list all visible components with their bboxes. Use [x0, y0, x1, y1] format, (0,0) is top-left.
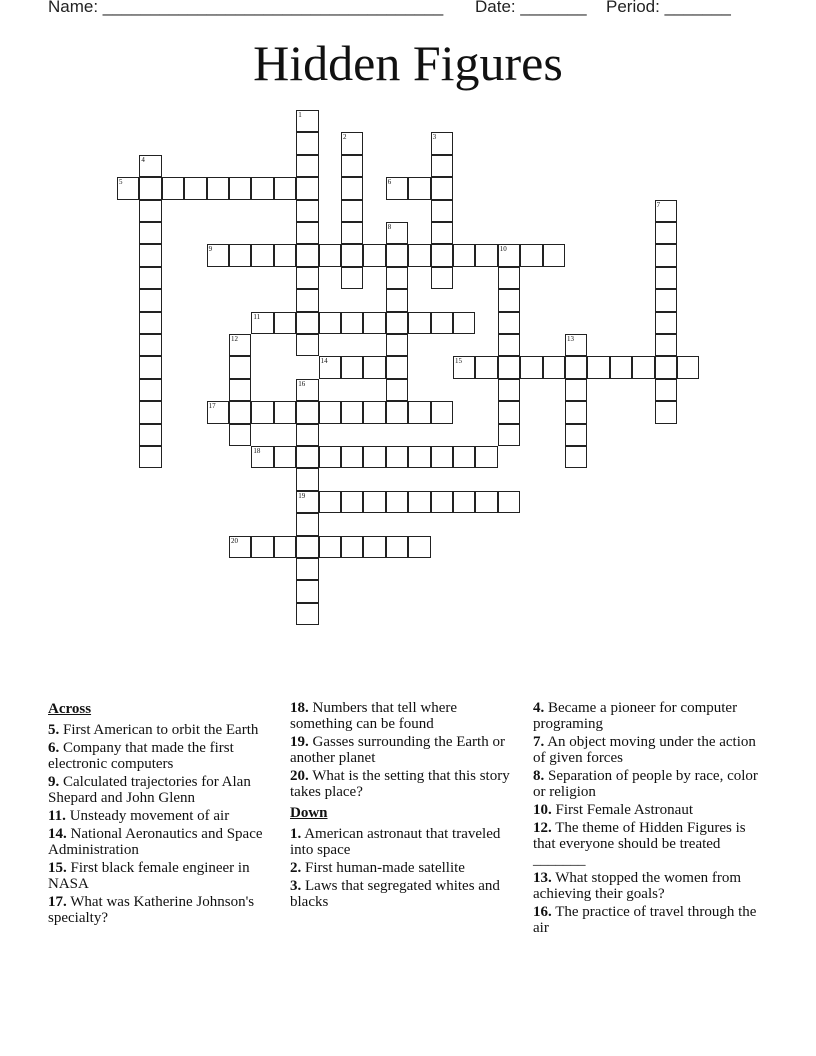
- grid-cell[interactable]: [363, 244, 385, 266]
- grid-cell[interactable]: [139, 334, 161, 356]
- grid-cell[interactable]: [431, 155, 453, 177]
- grid-cell[interactable]: [363, 536, 385, 558]
- name-field[interactable]: Name: ____________________________________: [48, 0, 444, 16]
- grid-cell[interactable]: [296, 513, 318, 535]
- grid-cell[interactable]: [565, 401, 587, 423]
- grid-cell[interactable]: [319, 244, 341, 266]
- clue-text: First American to orbit the Earth: [63, 722, 259, 738]
- across-clue-list: [48, 722, 273, 926]
- grid-cell[interactable]: [453, 491, 475, 513]
- grid-cell[interactable]: [139, 289, 161, 311]
- clue-number: 11.: [48, 808, 66, 824]
- grid-cell[interactable]: [296, 558, 318, 580]
- grid-cell[interactable]: [498, 379, 520, 401]
- grid-cell[interactable]: [655, 379, 677, 401]
- grid-cell[interactable]: [610, 356, 632, 378]
- grid-cell[interactable]: [431, 446, 453, 468]
- grid-cell[interactable]: [498, 491, 520, 513]
- clue-item: [533, 802, 765, 818]
- across-heading: Across: [48, 701, 92, 717]
- clue-item: [290, 878, 515, 910]
- grid-cell[interactable]: [565, 379, 587, 401]
- clue-item: [48, 774, 273, 806]
- clue-text: First Female Astronaut: [555, 802, 693, 818]
- clue-number-label: 19: [298, 491, 306, 500]
- grid-cell[interactable]: [341, 155, 363, 177]
- clue-text: Unsteady movement of air: [69, 808, 230, 824]
- clue-number: 5.: [48, 722, 60, 738]
- clue-number: 14.: [48, 826, 67, 842]
- grid-cell[interactable]: [431, 267, 453, 289]
- clue-number-label: 15: [455, 357, 462, 366]
- grid-cell[interactable]: [386, 244, 408, 266]
- clue-item: [48, 808, 273, 824]
- grid-cell[interactable]: [341, 222, 363, 244]
- clue-number: 12.: [533, 820, 552, 836]
- grid-cell[interactable]: [431, 177, 453, 199]
- grid-cell[interactable]: [431, 491, 453, 513]
- grid-cell[interactable]: [296, 267, 318, 289]
- grid-cell[interactable]: [341, 401, 363, 423]
- clue-text: What is the setting that this story takes place?: [290, 768, 510, 800]
- grid-cell[interactable]: [408, 446, 430, 468]
- period-field[interactable]: Period: _______: [606, 0, 731, 16]
- clue-item: [533, 820, 765, 868]
- grid-cell[interactable]: [363, 312, 385, 334]
- grid-cell[interactable]: [341, 356, 363, 378]
- grid-cell[interactable]: [229, 356, 251, 378]
- grid-cell[interactable]: [453, 244, 475, 266]
- grid-cell[interactable]: [363, 491, 385, 513]
- grid-cell[interactable]: [386, 379, 408, 401]
- grid-cell[interactable]: [296, 446, 318, 468]
- grid-cell[interactable]: [498, 401, 520, 423]
- grid-cell[interactable]: [274, 401, 296, 423]
- clue-number: 9.: [48, 774, 60, 790]
- clue-number: 6.: [48, 740, 60, 756]
- grid-cell[interactable]: [655, 312, 677, 334]
- clue-number-label: 17: [208, 402, 216, 411]
- grid-cell[interactable]: [251, 177, 273, 199]
- clue-item: [290, 768, 515, 800]
- grid-cell[interactable]: [386, 289, 408, 311]
- clue-item: [533, 768, 765, 800]
- clue-text: National Aeronautics and Space Administration: [48, 826, 263, 858]
- grid-cell[interactable]: [139, 177, 161, 199]
- clue-item: [533, 870, 765, 902]
- date-field[interactable]: Date: _______: [475, 0, 587, 16]
- clue-number-label: 6: [387, 178, 392, 187]
- grid-cell[interactable]: [498, 289, 520, 311]
- grid-cell[interactable]: [319, 536, 341, 558]
- grid-cell[interactable]: [139, 200, 161, 222]
- clue-item: [533, 904, 765, 936]
- down-clue-list-continued: [533, 700, 765, 936]
- grid-cell[interactable]: [229, 401, 251, 423]
- clue-item: [48, 894, 273, 926]
- grid-cell[interactable]: [498, 312, 520, 334]
- grid-cell[interactable]: [431, 222, 453, 244]
- grid-cell[interactable]: [296, 401, 318, 423]
- clue-item: [290, 734, 515, 766]
- page-title: Hidden Figures: [253, 35, 563, 91]
- clue-text: Separation of people by race, color or religion: [533, 768, 758, 800]
- grid-cell[interactable]: [139, 356, 161, 378]
- grid-cell[interactable]: [408, 312, 430, 334]
- grid-cell[interactable]: [475, 356, 497, 378]
- clue-item: [48, 740, 273, 772]
- grid-cell[interactable]: [386, 312, 408, 334]
- grid-cell[interactable]: [386, 267, 408, 289]
- grid-cell[interactable]: [184, 177, 206, 199]
- grid-cell[interactable]: [162, 177, 184, 199]
- clue-item: [290, 826, 515, 858]
- grid-cell[interactable]: [229, 177, 251, 199]
- clue-number-label: 3: [432, 133, 437, 142]
- grid-cell[interactable]: [408, 177, 430, 199]
- grid-cell[interactable]: [319, 491, 341, 513]
- grid-cell[interactable]: [207, 177, 229, 199]
- grid-cell[interactable]: [475, 244, 497, 266]
- grid-cell[interactable]: [655, 244, 677, 266]
- clue-item: [533, 734, 765, 766]
- grid-cell[interactable]: [274, 244, 296, 266]
- clue-number-label: 9: [208, 245, 213, 254]
- grid-cell[interactable]: [296, 177, 318, 199]
- grid-cell[interactable]: [296, 424, 318, 446]
- grid-cell[interactable]: [229, 244, 251, 266]
- grid-cell[interactable]: [319, 446, 341, 468]
- clue-text: American astronaut that traveled into space: [290, 826, 501, 858]
- grid-cell[interactable]: [296, 244, 318, 266]
- grid-cell[interactable]: [139, 424, 161, 446]
- clue-number: 13.: [533, 870, 552, 886]
- clue-text: What stopped the women from achieving their goals?: [533, 870, 742, 902]
- grid-cell[interactable]: [498, 267, 520, 289]
- clue-item: [290, 700, 515, 732]
- grid-cell[interactable]: [251, 536, 273, 558]
- clue-text: Became a pioneer for computer programing: [533, 700, 738, 732]
- grid-cell[interactable]: [139, 222, 161, 244]
- grid-cell[interactable]: [139, 244, 161, 266]
- clue-number: 17.: [48, 894, 67, 910]
- grid-cell[interactable]: [431, 401, 453, 423]
- grid-cell[interactable]: [341, 267, 363, 289]
- grid-cell[interactable]: [655, 222, 677, 244]
- clue-text: Gasses surrounding the Earth or another planet: [290, 734, 505, 766]
- grid-cell[interactable]: [139, 379, 161, 401]
- down-heading: Down: [290, 805, 328, 821]
- grid-cell[interactable]: [475, 446, 497, 468]
- clue-item: [48, 826, 273, 858]
- grid-cell[interactable]: [408, 536, 430, 558]
- grid-cell[interactable]: [408, 491, 430, 513]
- clue-number-label: 12: [231, 335, 238, 343]
- grid-cell[interactable]: [543, 356, 565, 378]
- grid-cell[interactable]: [587, 356, 609, 378]
- clue-text: The practice of travel through the air: [533, 904, 757, 936]
- clue-number-label: 4: [141, 155, 145, 164]
- clue-number-label: 11: [253, 312, 261, 321]
- grid-cell[interactable]: [251, 401, 273, 423]
- grid-cell[interactable]: [386, 446, 408, 468]
- grid-cell[interactable]: [386, 536, 408, 558]
- grid-cell[interactable]: [319, 312, 341, 334]
- clue-item: [48, 860, 273, 892]
- clue-text: Company that made the first electronic computers: [48, 740, 234, 772]
- grid-cell[interactable]: [296, 334, 318, 356]
- grid-cell[interactable]: [655, 356, 677, 378]
- clue-text: What was Katherine Johnson's specialty?: [48, 894, 255, 926]
- clue-number: 8.: [533, 768, 545, 784]
- grid-cell[interactable]: [229, 424, 251, 446]
- grid-cell[interactable]: [274, 536, 296, 558]
- grid-cell[interactable]: [341, 312, 363, 334]
- grid-cell[interactable]: [655, 267, 677, 289]
- grid-cell[interactable]: [655, 401, 677, 423]
- grid-cell[interactable]: [296, 536, 318, 558]
- grid-cell[interactable]: [386, 491, 408, 513]
- grid-cell[interactable]: [408, 401, 430, 423]
- clue-text: First human-made satellite: [305, 860, 465, 876]
- clue-text: An object moving under the action of given forces: [533, 734, 756, 766]
- grid-cell[interactable]: [296, 603, 318, 625]
- clue-number-label: 7: [656, 200, 661, 209]
- grid-cell[interactable]: [274, 177, 296, 199]
- clue-item: [533, 700, 765, 732]
- clue-text: The theme of Hidden Figures is that everyone should be treated _______: [533, 820, 746, 868]
- grid-cell[interactable]: [341, 200, 363, 222]
- grid-cell[interactable]: [296, 289, 318, 311]
- grid-cell[interactable]: [139, 401, 161, 423]
- clues-column-3: [533, 700, 765, 938]
- grid-cell[interactable]: [655, 334, 677, 356]
- grid-cell[interactable]: [139, 267, 161, 289]
- clue-number-label: 10: [499, 245, 507, 254]
- grid-cell[interactable]: [453, 446, 475, 468]
- grid-cell[interactable]: [296, 132, 318, 154]
- clue-number: 3.: [290, 878, 302, 894]
- grid-cell[interactable]: [251, 244, 273, 266]
- across-clue-list-continued: [290, 700, 515, 800]
- clue-text: First black female engineer in NASA: [48, 860, 250, 892]
- grid-cell[interactable]: [363, 401, 385, 423]
- grid-cell[interactable]: [632, 356, 654, 378]
- grid-cell[interactable]: [296, 200, 318, 222]
- clue-number: 2.: [290, 860, 302, 876]
- clue-text: Calculated trajectories for Alan Shepard and John Glenn: [48, 774, 251, 806]
- clue-number-label: 20: [231, 536, 238, 545]
- grid-cell[interactable]: [363, 446, 385, 468]
- clue-number: 7.: [533, 734, 545, 750]
- grid-cell[interactable]: [229, 379, 251, 401]
- grid-cell[interactable]: [386, 334, 408, 356]
- grid-cell[interactable]: [498, 424, 520, 446]
- grid-cell[interactable]: [431, 312, 453, 334]
- grid-cell[interactable]: [139, 312, 161, 334]
- down-clue-list: [290, 826, 515, 910]
- clue-number-label: 8: [387, 223, 392, 231]
- grid-cell[interactable]: [139, 446, 161, 468]
- grid-cell[interactable]: [296, 468, 318, 490]
- grid-cell[interactable]: [520, 244, 542, 266]
- clues-column-1: [48, 700, 273, 928]
- grid-cell[interactable]: [520, 356, 542, 378]
- grid-cell[interactable]: [296, 580, 318, 602]
- grid-cell[interactable]: [274, 312, 296, 334]
- grid-cell[interactable]: [341, 491, 363, 513]
- grid-cell[interactable]: [363, 356, 385, 378]
- grid-cell[interactable]: [408, 244, 430, 266]
- grid-cell[interactable]: [341, 177, 363, 199]
- grid-cell[interactable]: [296, 222, 318, 244]
- grid-cell[interactable]: [565, 356, 587, 378]
- grid-cell[interactable]: [498, 356, 520, 378]
- grid-cell[interactable]: [341, 446, 363, 468]
- clue-number: 1.: [290, 826, 302, 842]
- clue-number-label: 2: [343, 133, 347, 142]
- grid-cell[interactable]: [453, 312, 475, 334]
- grid-cell[interactable]: [341, 244, 363, 266]
- clue-item: [290, 860, 515, 876]
- clue-number-label: 13: [567, 335, 574, 343]
- clue-number: 18.: [290, 700, 309, 716]
- clue-number: 15.: [48, 860, 67, 876]
- clue-number-label: 14: [320, 357, 328, 366]
- grid-cell[interactable]: [319, 401, 341, 423]
- clue-number-label: 16: [298, 379, 306, 388]
- clue-number-label: 1: [298, 111, 302, 119]
- clue-number-label: 18: [253, 447, 261, 455]
- clue-text: Numbers that tell where something can be found: [290, 700, 458, 732]
- grid-cell[interactable]: [274, 446, 296, 468]
- grid-cell[interactable]: [431, 244, 453, 266]
- grid-cell[interactable]: [677, 356, 699, 378]
- grid-cell[interactable]: [341, 536, 363, 558]
- grid-cell[interactable]: [543, 244, 565, 266]
- clue-number: 19.: [290, 734, 309, 750]
- grid-cell[interactable]: [475, 491, 497, 513]
- clue-text: Laws that segregated whites and blacks: [290, 878, 500, 910]
- clue-number: 10.: [533, 802, 552, 818]
- clue-number: 4.: [533, 700, 545, 716]
- grid-cell[interactable]: [386, 401, 408, 423]
- clue-number: 16.: [533, 904, 552, 920]
- grid-cell[interactable]: [386, 356, 408, 378]
- grid-cell[interactable]: [431, 200, 453, 222]
- clue-item: [48, 722, 273, 738]
- grid-cell[interactable]: [655, 289, 677, 311]
- clues-column-2: [290, 700, 515, 912]
- clue-number: 20.: [290, 768, 309, 784]
- grid-cell[interactable]: [565, 446, 587, 468]
- clue-number-label: 5: [119, 178, 123, 187]
- grid-cell[interactable]: [565, 424, 587, 446]
- grid-cell[interactable]: [296, 155, 318, 177]
- grid-cell[interactable]: [296, 312, 318, 334]
- grid-cell[interactable]: [498, 334, 520, 356]
